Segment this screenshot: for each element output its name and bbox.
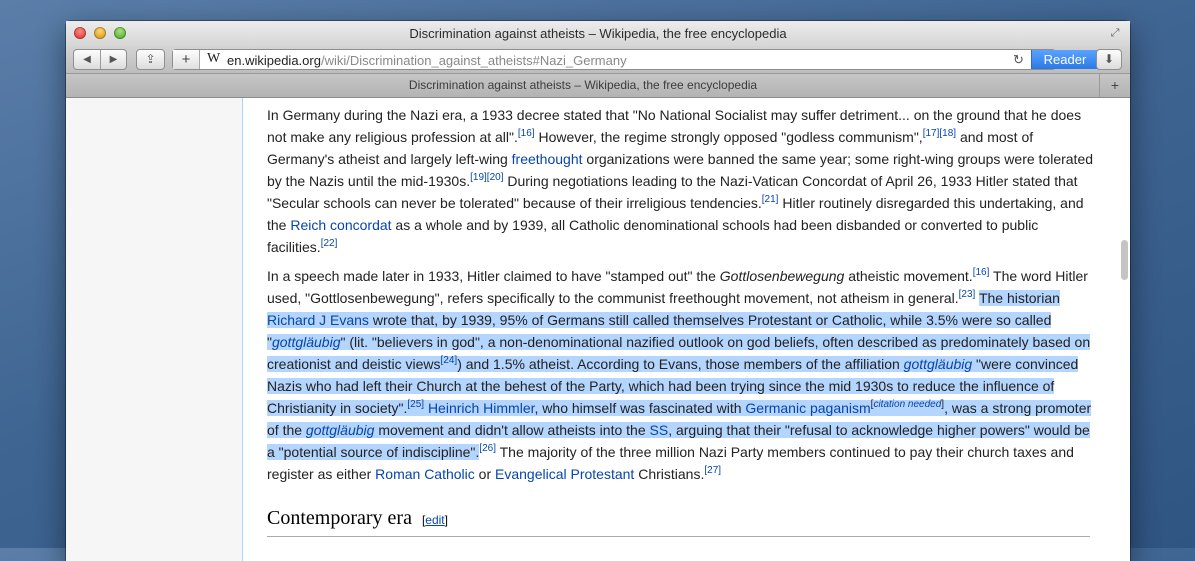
url-host: en.wikipedia.org	[227, 53, 321, 68]
browser-window	[66, 21, 1130, 561]
address-bar[interactable]	[172, 49, 1087, 70]
link-reich-concordat[interactable]: Reich concordat	[290, 217, 392, 233]
section-heading	[267, 504, 1090, 537]
edit-link-wrapper: [edit]	[421, 513, 448, 527]
section-title: Contemporary era	[267, 507, 412, 529]
nav-buttons	[73, 49, 127, 70]
page-content	[66, 98, 1130, 561]
paragraph-2: In a speech made later in 1933, Hitler claimed to have "stamped out" the Gottlosenbewegung atheistic movement.[16] The word Hitler used, "Gottlosenbewegung", refers specifically to the communist freethought movement, not atheism in general.[23] The historian Richard J Evans wrote that, by 1939, 95% of Germans still called themselves Protestant or Catholic, while 3.5% were so called "gottgläubig" (lit. "believers in god", a non-denominational nazified outlook on god beliefs, often described as predominately based on creationist and deistic views[24]) and 1.5% atheist. According to Evans, those members of the affiliation gottgläubig "were convinced Nazis who had left their Church at the behest of the Party, which had been trying since the mid 1930s to reduce the influence of Christianity in society".[25] Heinrich Himmler, who himself was fascinated with Germanic paganism[citation needed], was a strong promoter of the gottgläubig movement and didn't allow atheists into the SS, arguing that their "refusal to acknowledge higher powers" would be a "potential source of indiscipline".[26] The majority of the three million Nazi Party members continued to pay their church taxes and register as either Roman Catholic or Evangelical Protestant Christians.[27]	[267, 267, 1092, 482]
selected-text[interactable]: The historian Richard J Evans wrote that, by 1939, 95% of Germans still called themselves Protestant or Catholic, while 3.5% were so called "gottgläubig" (lit. "believers in god", a non-denominational nazified outlook on god beliefs, often described as predominately based on creationist and deistic views[24]) and 1.5% atheist. According to Evans, those members of the affiliation gottgläubig "were convinced Nazis who had left their Church at the behest of the Party, which had been trying since the mid 1930s to reduce the influence of Christianity in society".[25] Heinrich Himmler, who himself was fascinated with Germanic paganism[citation needed], was a strong promoter of the gottgläubig movement and didn't allow atheists into the SS, arguing that their "refusal to acknowledge higher powers" would be a "potential source of indiscipline".	[267, 290, 1092, 460]
link-richard-j-evans[interactable]: Richard J Evans	[267, 312, 369, 328]
window-title: Discrimination against atheists – Wikipedia, the free encyclopedia	[409, 26, 787, 41]
site-icon: W	[207, 51, 221, 66]
tab-active[interactable]: Discrimination against atheists – Wikipedia, the free encyclopedia	[408, 78, 758, 92]
paragraph-1: In Germany during the Nazi era, a 1933 decree stated that "No National Socialist may suffer detriment... on the ground that he does not make any religious profession at all".[16] However, the regime strongly opposed "godless communism",[17][18] and most of Germany's atheist and largely left-wing freethought organizations were banned the same year; some right-wing groups were tolerated by the Nazis until the mid-1930s.[19][20] During negotiations leading to the Nazi-Vatican Concordat of April 26, 1933 Hitler stated that "Secular schools can never be tolerated" because of their irreligious tendencies.[21] Hitler routinely disregarded this undertaking, and the Reich concordat as a whole and by 1939, all Catholic denominational schools had been disbanded or converted to public facilities.[22]	[267, 107, 1094, 255]
link-heinrich-himmler[interactable]: Heinrich Himmler	[427, 400, 535, 416]
reader-button[interactable]: Reader	[1031, 50, 1098, 69]
new-tab-button[interactable]: +	[1099, 74, 1130, 97]
url-text[interactable]	[227, 53, 627, 68]
left-sidebar	[66, 98, 243, 561]
reload-icon[interactable]: ↻	[1013, 52, 1024, 67]
link-freethought[interactable]: freethought	[511, 151, 583, 167]
forward-button[interactable]: ▶	[109, 54, 118, 65]
article-body	[267, 104, 1095, 492]
url-path: /wiki/Discrimination_against_atheists#Nazi_Germany	[320, 53, 627, 68]
share-button[interactable]: ⇪	[136, 49, 165, 70]
scrollbar-thumb[interactable]	[1121, 240, 1128, 280]
link-germanic-paganism[interactable]: Germanic paganism	[745, 400, 871, 416]
link-evangelical-protestant[interactable]: Evangelical Protestant	[495, 466, 635, 482]
link-ss[interactable]: SS	[649, 422, 669, 438]
back-button[interactable]: ◀	[83, 54, 91, 65]
add-bookmark-button[interactable]: +	[173, 50, 200, 69]
downloads-button[interactable]: ⬇	[1096, 49, 1122, 70]
tab-bar	[66, 74, 1130, 98]
fullscreen-icon[interactable]: ⤢	[1110, 27, 1120, 39]
link-roman-catholic[interactable]: Roman Catholic	[375, 466, 475, 482]
toolbar	[66, 46, 1130, 74]
title-bar	[66, 21, 1130, 46]
edit-link[interactable]: edit	[425, 513, 445, 527]
